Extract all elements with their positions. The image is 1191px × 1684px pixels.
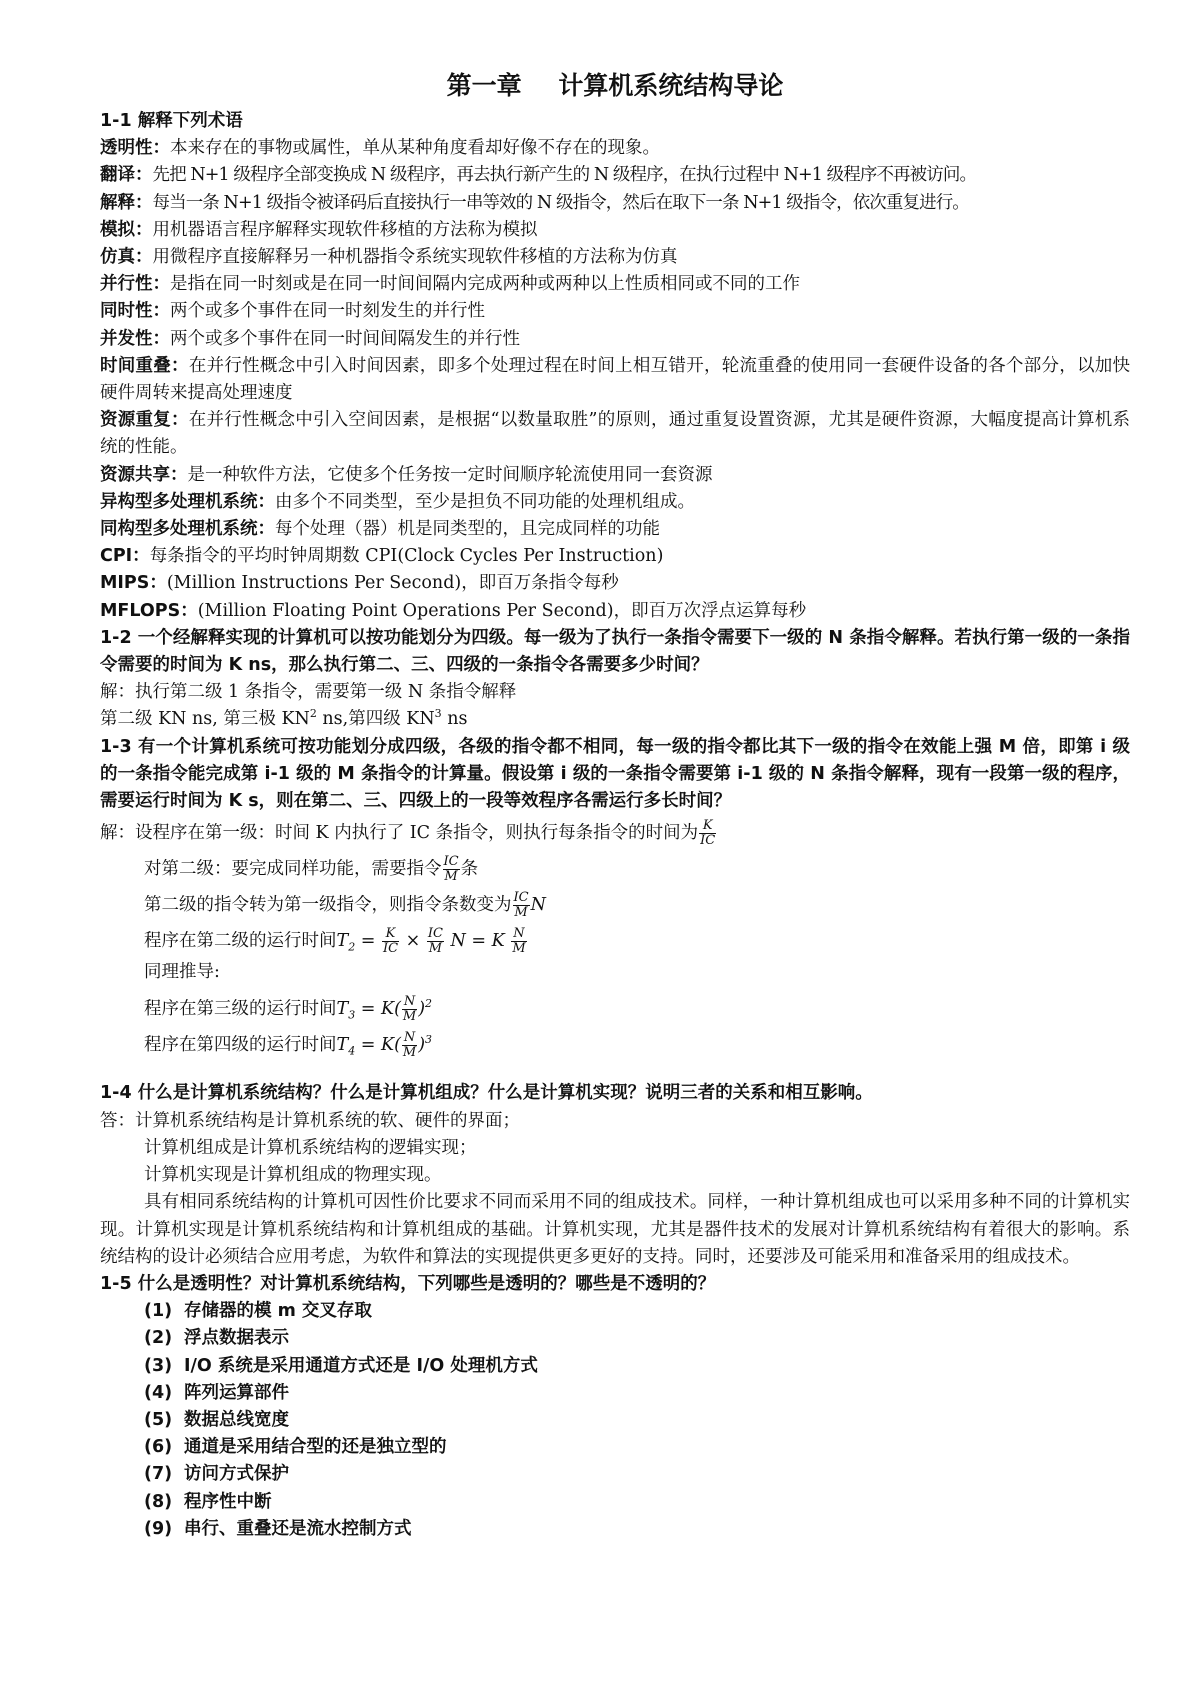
item-number: (7)	[144, 1464, 173, 1485]
fraction	[511, 927, 526, 956]
item-number: (5)	[144, 1409, 173, 1430]
math-symbol: )	[418, 999, 426, 1020]
math-symbol: N	[450, 931, 466, 952]
term-label: CPI：	[100, 546, 150, 567]
term-definition: 两个或多个事件在同一时刻发生的并行性	[170, 301, 485, 322]
list-item	[100, 1489, 1130, 1516]
term-label: 资源重复：	[100, 410, 189, 431]
term-definition: 在并行性概念中引入时间因素，即多个处理过程在时间上相互错开，轮流重叠的使用同一套硬件设备的各个部分，以加快硬件周转来提高处理速度	[100, 355, 1131, 404]
equation: $T_2$ = $\frac{K}{IC}$ × $\frac{IC}{M}$ N = K $\frac{N}{M}$	[336, 926, 526, 957]
item-number: (4)	[144, 1382, 173, 1403]
term-label: 透明性：	[100, 138, 170, 159]
q4-answer-line: 计算机实现是计算机组成的物理实现。	[144, 1165, 442, 1186]
fraction	[427, 927, 444, 956]
list-item	[100, 1298, 1130, 1325]
item-number: (2)	[144, 1328, 173, 1349]
term-definition: 用微程序直接解释另一种机器指令系统实现软件移植的方法称为仿真	[152, 247, 678, 268]
term-label: 异构型多处理机系统：	[100, 491, 275, 512]
answer-text: ns	[441, 709, 468, 730]
solution-text: 条	[460, 859, 479, 880]
numerator: K	[699, 819, 716, 834]
math-symbol: = K(	[360, 1035, 401, 1056]
math-symbol: N	[530, 895, 546, 916]
math-symbol: T	[336, 931, 349, 952]
fraction	[513, 891, 530, 920]
answer-text: 第二级 KN ns, 第三极 KN	[100, 709, 310, 730]
denominator: M	[514, 905, 528, 921]
item-text: 访问方式保护	[184, 1464, 289, 1485]
denominator: M	[428, 941, 443, 957]
q3-solution-line	[100, 851, 1130, 887]
fraction	[382, 927, 399, 956]
item-number: (6)	[144, 1437, 173, 1458]
term-row	[100, 516, 1130, 543]
numerator: N	[403, 994, 416, 1010]
term-definition: 是指在同一时刻或是在同一时间间隔内完成两种或两种以上性质相同或不同的工作	[170, 274, 800, 295]
term-row	[100, 271, 1130, 298]
term-row	[100, 543, 1130, 570]
section-spacer	[100, 1058, 1130, 1080]
item-text: 浮点数据表示	[184, 1328, 289, 1349]
item-number: (1)	[144, 1301, 173, 1322]
term-row	[100, 598, 1130, 625]
document-page	[100, 66, 1130, 1543]
fraction	[443, 855, 460, 884]
subscript: 3	[348, 1008, 356, 1022]
superscript: 2	[309, 707, 317, 721]
q3-solution-line	[100, 887, 1130, 923]
numerator: IC	[513, 890, 529, 906]
denominator: M	[512, 941, 526, 957]
term-row	[100, 570, 1130, 597]
superscript: 3	[434, 707, 442, 721]
term-row	[100, 462, 1130, 489]
denominator: IC	[700, 833, 716, 849]
fraction	[402, 1031, 417, 1060]
q4-answer-line: 计算机组成是计算机系统结构的逻辑实现；	[144, 1137, 477, 1158]
superscript: 3	[425, 1033, 433, 1047]
term-row	[100, 217, 1130, 244]
term-definition: 两个或多个事件在同一时间间隔发生的并行性	[170, 328, 520, 349]
term-row	[100, 135, 1130, 162]
list-item	[100, 1325, 1130, 1352]
q2-question: 1-2 一个经解释实现的计算机可以按功能划分为四级。每一级为了执行一条指令需要下一级的 N 条指令解释。若执行第一级的一条指令需要的时间为 K ns，那么执行第二、三、四级的一条指令各需要多少时间？	[100, 627, 1130, 676]
term-label: 资源共享：	[100, 464, 188, 485]
term-definition: 由多个不同类型，至少是担负不同功能的处理机组成。	[275, 491, 695, 512]
subscript: 4	[348, 1044, 356, 1058]
item-text: 串行、重叠还是流水控制方式	[184, 1518, 412, 1539]
term-row	[100, 489, 1130, 516]
fraction	[402, 995, 417, 1024]
solution-text: 解：设程序在第一级：时间 K 内执行了 IC 条指令，则执行每条指令的时间为	[100, 823, 699, 844]
math-symbol: T	[336, 1035, 349, 1056]
math-symbol: )	[418, 1035, 426, 1056]
term-label: 并发性：	[100, 328, 170, 349]
term-label: 同构型多处理机系统：	[100, 519, 275, 540]
term-label: 仿真：	[100, 247, 153, 268]
list-item	[100, 1461, 1130, 1488]
term-label: 解释：	[100, 192, 153, 213]
item-number: (9)	[144, 1518, 173, 1539]
q2-answer-line: 解：执行第二级 1 条指令，需要第一级 N 条指令解释	[100, 682, 517, 703]
fraction	[699, 819, 716, 848]
list-item	[100, 1407, 1130, 1434]
term-label: 翻译：	[100, 165, 153, 186]
term-row	[100, 244, 1130, 271]
q4-answer-paragraph: 具有相同系统结构的计算机可因性价比要求不同而采用不同的组成技术。同样，一种计算机组成也可以采用多种不同的计算机实现。计算机实现是计算机系统结构和计算机组成的基础。计算机实现，尤其是器件技术的发展对计算机系统结构有着很大的影响。系统结构的设计必须结合应用考虑，为软件和算法的实现提供更多更好的支持。同时，还要涉及可能采用和准备采用的组成技术。	[100, 1192, 1130, 1267]
q3-solution-line	[100, 986, 1130, 1025]
list-item	[100, 1353, 1130, 1380]
solution-text: 程序在第四级的运行时间	[144, 1035, 337, 1056]
denominator: M	[444, 869, 458, 885]
term-label: 时间重叠：	[100, 355, 189, 376]
numerator: N	[513, 926, 525, 942]
term-definition: 每条指令的平均时钟周期数 CPI(Clock Cycles Per Instruction)	[149, 546, 664, 567]
denominator: IC	[382, 941, 399, 957]
item-text: 通道是采用结合型的还是独立型的	[184, 1437, 447, 1458]
solution-text: 程序在第三级的运行时间	[144, 999, 337, 1020]
numerator: IC	[427, 926, 443, 942]
numerator: IC	[443, 854, 459, 870]
term-row	[100, 298, 1130, 325]
term-definition: 是一种软件方法，它使多个任务按一定时间顺序轮流使用同一套资源	[187, 464, 713, 485]
list-item	[100, 1434, 1130, 1461]
q1-heading: 1-1 解释下列术语	[100, 111, 243, 131]
math-symbol: = K(	[360, 999, 401, 1020]
item-text: 程序性中断	[184, 1491, 272, 1512]
term-row	[100, 407, 1130, 461]
item-text: 数据总线宽度	[184, 1409, 289, 1430]
math-symbol: T	[336, 999, 349, 1020]
term-label: MFLOPS：	[100, 600, 198, 621]
q3-solution-line	[100, 923, 1130, 959]
term-definition: (Million Floating Point Operations Per Second)，即百万次浮点运算每秒	[197, 600, 807, 621]
term-label: 同时性：	[100, 301, 170, 322]
subscript: 2	[348, 940, 356, 954]
term-definition: 每当一条 N+1 级指令被译码后直接执行一串等效的 N 级指令，然后在取下一条 N+1 级指令，依次重复进行。	[152, 192, 969, 213]
item-text: 阵列运算部件	[184, 1382, 289, 1403]
term-definition: 本来存在的事物或属性，单从某种角度看却好像不存在的现象。	[170, 138, 660, 159]
term-label: 模拟：	[100, 219, 153, 240]
item-number: (3)	[144, 1355, 173, 1376]
term-label: 并行性：	[100, 274, 170, 295]
term-definition: 用机器语言程序解释实现软件移植的方法称为模拟	[152, 219, 538, 240]
item-number: (8)	[144, 1491, 173, 1512]
superscript: 2	[425, 997, 433, 1011]
equation	[336, 994, 433, 1025]
q3-solution-line: 同理推导:	[144, 962, 220, 983]
numerator: K	[382, 927, 399, 942]
q2-answer-line	[100, 706, 1130, 733]
item-text: 存储器的模 m 交叉存取	[184, 1301, 372, 1322]
solution-text: 第二级的指令转为第一级指令，则指令条数变为	[144, 895, 512, 916]
solution-text: 对第二级：要完成同样功能，需要指令	[144, 859, 442, 880]
term-definition: 在并行性概念中引入空间因素，是根据“以数量取胜”的原则，通过重复设置资源，尤其是硬件资源，大幅度提高计算机系统的性能。	[100, 410, 1131, 458]
list-item	[100, 1380, 1130, 1407]
denominator: M	[402, 1009, 417, 1025]
numerator: N	[403, 1030, 416, 1046]
chapter-title: 第一章 计算机系统结构导论	[446, 71, 784, 100]
q4-question: 1-4 什么是计算机系统结构？什么是计算机组成？什么是计算机实现？说明三者的关系和相互影响。	[100, 1083, 873, 1104]
term-row	[100, 190, 1130, 217]
item-text: I/O 系统是采用通道方式还是 I/O 处理机方式	[184, 1355, 538, 1376]
list-item	[100, 1516, 1130, 1543]
answer-text: ns,第四级 KN	[316, 709, 435, 730]
q3-question: 1-3 有一个计算机系统可按功能划分成四级，各级的指令都不相同，每一级的指令都比其下一级的指令在效能上强 M 倍，即第 i 级的一条指令能完成第 i-1 级的 M 条指令的计算量。假设第 i 级的一条指令需要第 i-1 级的 N 条指令解释，现有一段第一级的程序，需要运行时间为 K s，则在第二、三、四级上的一段等效程序各需运行多长时间？	[100, 736, 1130, 812]
q3-solution-line	[100, 815, 1130, 851]
term-definition: 每个处理（器）机是同类型的，且完成同样的功能	[275, 519, 660, 540]
q5-question: 1-5 什么是透明性？对计算机系统结构，下列哪些是透明的？哪些是不透明的？	[100, 1273, 716, 1294]
term-row	[100, 353, 1130, 407]
term-definition: 先把 N+1 级程序全部变换成 N 级程序，再去执行新产生的 N 级程序，在执行过程中 N+1 级程序不再被访问。	[152, 165, 977, 186]
q4-answer-line: 答：计算机系统结构是计算机系统的软、硬件的界面；	[100, 1110, 520, 1131]
denominator: M	[402, 1045, 417, 1061]
solution-text: 程序在第二级的运行时间	[144, 931, 337, 952]
equation	[336, 1030, 433, 1061]
term-definition: (Million Instructions Per Second)，即百万条指令每秒	[166, 573, 619, 594]
term-label: MIPS：	[100, 573, 167, 594]
q3-solution-line	[100, 1022, 1130, 1061]
term-row	[100, 162, 1130, 189]
math-symbol: = K	[465, 931, 505, 952]
term-row	[100, 326, 1130, 353]
